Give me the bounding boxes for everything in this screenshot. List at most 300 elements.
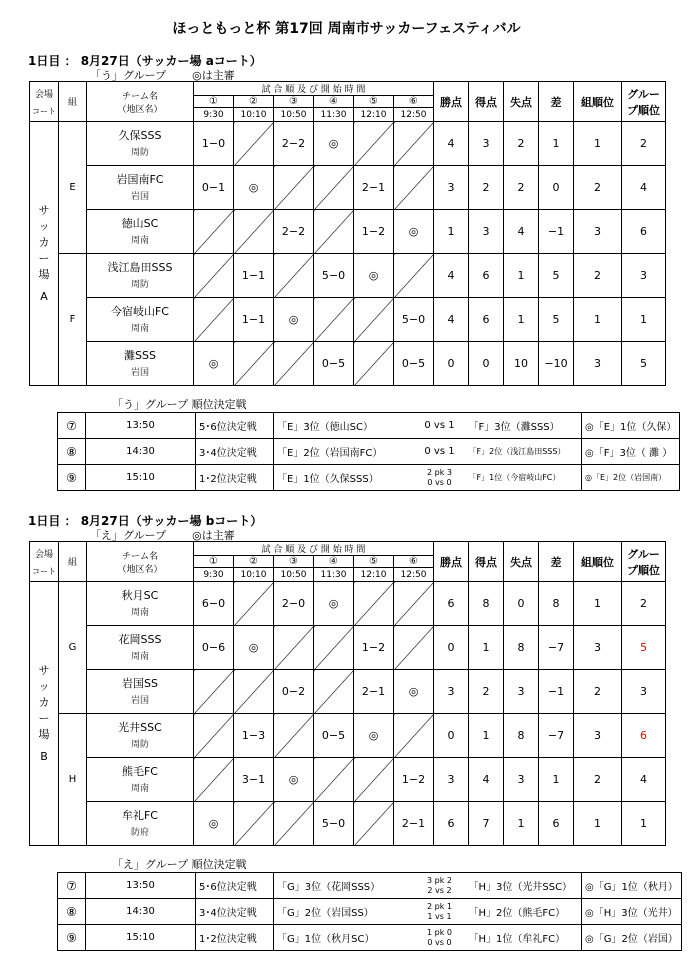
match-cell: 1−2: [354, 210, 394, 254]
match-time: 13:50: [86, 413, 196, 439]
header-overall-rank: グループ順位: [622, 542, 666, 582]
goals-against: 1: [504, 298, 539, 342]
match-cell: ◎: [354, 254, 394, 298]
home-team: 「G」2位（岩国SS）: [274, 899, 414, 925]
match-cell: 2−0: [274, 582, 314, 626]
ranking-table: [57, 412, 680, 491]
venue-char: ー: [38, 251, 50, 265]
match-cell: [274, 342, 314, 386]
home-team: 「G」1位（秋月SC）: [274, 925, 414, 951]
ranking-title: 「え」グループ 順位決定戦: [112, 858, 247, 871]
win-points: 3: [434, 670, 469, 714]
win-points: 0: [434, 626, 469, 670]
slot-time: 11:30: [314, 108, 354, 122]
referee-team: ◎「G」1位（秋月）: [582, 873, 682, 899]
team-name: 岩国南FC: [116, 172, 164, 186]
slot-number: ①: [194, 556, 234, 568]
overall-rank: 5: [622, 342, 666, 386]
match-cell: 0−5: [394, 342, 434, 386]
match-cell: [314, 298, 354, 342]
group-rank: 2: [574, 670, 622, 714]
match-cell: [314, 670, 354, 714]
team-name: 久保SSS: [118, 128, 162, 142]
slot-time: 12:50: [394, 568, 434, 582]
match-cell: ◎: [354, 714, 394, 758]
match-number: ⑧: [58, 899, 86, 925]
team-area: 岩国: [130, 695, 149, 706]
referee-team: ◎「G」2位（岩国）: [582, 925, 682, 951]
referee-note: ◎は主審: [192, 529, 235, 542]
match-cell: [354, 582, 394, 626]
match-cell: 5−0: [394, 298, 434, 342]
slot-number: ④: [314, 96, 354, 108]
section-header: 1日目 ： 8月27日（サッカー場 bコート）: [28, 514, 263, 528]
team-row: [30, 802, 666, 846]
venue-char: サ: [38, 663, 50, 677]
match-cell: [354, 298, 394, 342]
overall-rank: 5: [622, 626, 666, 670]
slot-number: ④: [314, 556, 354, 568]
home-team: 「E」1位（久保SSS）: [274, 465, 414, 491]
match-type: 5･6位決定戦: [196, 413, 274, 439]
team-row: [30, 670, 666, 714]
group-header: 組: [59, 542, 87, 582]
score-text: 1 pk 0 0 vs 0: [427, 927, 452, 947]
slot-number: ⑥: [394, 556, 434, 568]
team-row: [30, 298, 666, 342]
overall-rank: 4: [622, 166, 666, 210]
team-cell: [87, 714, 194, 758]
goal-diff: −7: [539, 626, 574, 670]
match-cell: [234, 210, 274, 254]
slot-number: ②: [234, 556, 274, 568]
header-diff: 差: [539, 82, 574, 122]
group-name: F: [59, 254, 87, 386]
team-name: 熊毛FC: [121, 764, 158, 778]
goal-diff: 0: [539, 166, 574, 210]
header-diff: 差: [539, 542, 574, 582]
away-team: 「H」3位（光井SSC）: [466, 873, 582, 899]
team-row: [30, 758, 666, 802]
match-cell: [394, 254, 434, 298]
goals-for: 0: [469, 342, 504, 386]
venue-char: ッ: [38, 219, 50, 233]
header-group-rank: 組順位: [574, 82, 622, 122]
match-type: 3･4位決定戦: [196, 899, 274, 925]
slot-time: 12:10: [354, 568, 394, 582]
team-cell: [87, 626, 194, 670]
match-cell: [234, 670, 274, 714]
overall-rank: 6: [622, 714, 666, 758]
team-cell: [87, 122, 194, 166]
match-time: 15:10: [86, 465, 196, 491]
win-points: 3: [434, 758, 469, 802]
goals-against: 2: [504, 122, 539, 166]
slot-number: ③: [274, 556, 314, 568]
match-cell: [394, 122, 434, 166]
header-goals-for: 得点: [469, 82, 504, 122]
goals-for: 8: [469, 582, 504, 626]
group-header: 組: [59, 82, 87, 122]
match-number: ⑧: [58, 439, 86, 465]
win-points: 6: [434, 802, 469, 846]
referee-team: ◎「F」3位（ 灘 ）: [582, 439, 680, 465]
match-cell: 2−1: [354, 670, 394, 714]
team-cell: [87, 210, 194, 254]
match-cell: [394, 626, 434, 670]
match-cell: [194, 254, 234, 298]
match-score: [414, 899, 466, 925]
team-name: 今宿岐山FC: [110, 304, 169, 318]
match-type: 3･4位決定戦: [196, 439, 274, 465]
slot-number: ①: [194, 96, 234, 108]
team-area: 周防: [130, 739, 149, 750]
group-rank: 1: [574, 802, 622, 846]
win-points: 4: [434, 254, 469, 298]
ranking-row: [58, 925, 682, 951]
match-type: 1･2位決定戦: [196, 925, 274, 951]
match-time: 14:30: [86, 899, 196, 925]
match-cell: 2−1: [354, 166, 394, 210]
goals-against: 1: [504, 802, 539, 846]
goals-for: 7: [469, 802, 504, 846]
win-points: 6: [434, 582, 469, 626]
referee-team: ◎「E」1位（久保）: [582, 413, 680, 439]
goal-diff: −7: [539, 714, 574, 758]
win-points: 4: [434, 122, 469, 166]
match-cell: 0−1: [194, 166, 234, 210]
group-label: 「え」グループ: [90, 529, 167, 542]
area-label: （地区名）: [117, 104, 163, 115]
team-cell: [87, 166, 194, 210]
team-header: [87, 82, 194, 122]
match-cell: [354, 122, 394, 166]
header-win-pt: 勝点: [434, 82, 469, 122]
away-team: 「F」3位（灘SSS）: [466, 413, 582, 439]
goals-for: 6: [469, 298, 504, 342]
away-team: 「F」1位（今宿岐山FC）: [466, 465, 582, 491]
slot-time: 11:30: [314, 568, 354, 582]
slot-number: ⑥: [394, 96, 434, 108]
slot-time: 10:50: [274, 568, 314, 582]
match-cell: ◎: [394, 210, 434, 254]
match-cell: 2−2: [274, 210, 314, 254]
header-overall-rank: グループ順位: [622, 82, 666, 122]
venue-char: カ: [38, 695, 50, 709]
team-cell: [87, 298, 194, 342]
schedule-header: 試 合 順 及 び 開 始 時 間: [194, 542, 434, 556]
match-cell: [354, 342, 394, 386]
match-cell: [274, 714, 314, 758]
team-name: 浅江島田SSS: [107, 260, 173, 274]
overall-rank: 1: [622, 298, 666, 342]
score-text: 2 pk 1 1 vs 1: [427, 901, 452, 921]
score-text: 0 vs 1: [424, 445, 455, 457]
team-name: 徳山SC: [121, 216, 159, 230]
match-cell: 1−3: [234, 714, 274, 758]
team-name: 岩国SS: [122, 676, 158, 690]
court-label: コート: [32, 566, 56, 576]
overall-rank: 1: [622, 802, 666, 846]
group-name: H: [59, 714, 87, 846]
venue-char: 場: [38, 267, 50, 281]
match-score: [414, 439, 466, 465]
slot-number: ⑤: [354, 556, 394, 568]
score-text: 2 pk 3 0 vs 0: [427, 467, 452, 487]
goal-diff: 5: [539, 254, 574, 298]
header-group-rank: 組順位: [574, 542, 622, 582]
match-cell: [394, 166, 434, 210]
match-number: ⑦: [58, 873, 86, 899]
match-cell: [354, 802, 394, 846]
win-points: 0: [434, 714, 469, 758]
match-cell: 0−5: [314, 714, 354, 758]
venue-header: [30, 542, 59, 582]
team-row: [30, 342, 666, 386]
team-row: [30, 210, 666, 254]
match-type: 1･2位決定戦: [196, 465, 274, 491]
goals-for: 2: [469, 670, 504, 714]
team-area: 周南: [130, 651, 149, 662]
venue-cell: [30, 122, 59, 386]
home-team: 「E」2位（岩国南FC）: [274, 439, 414, 465]
match-cell: ◎: [314, 582, 354, 626]
goals-against: 2: [504, 166, 539, 210]
ranking-row: [58, 899, 682, 925]
ranking-row: [58, 413, 680, 439]
group-rank: 3: [574, 342, 622, 386]
team-label: チーム名: [121, 91, 158, 102]
goal-diff: 6: [539, 802, 574, 846]
score-text: 3 pk 2 2 vs 2: [427, 875, 452, 895]
match-cell: [274, 254, 314, 298]
team-row: [30, 626, 666, 670]
goals-against: 8: [504, 714, 539, 758]
referee-team: ◎「E」2位（岩国南）: [582, 465, 680, 491]
ranking-row: [58, 873, 682, 899]
win-points: 4: [434, 298, 469, 342]
slot-number: ②: [234, 96, 274, 108]
away-team: 「H」2位（熊毛FC）: [466, 899, 582, 925]
slot-time: 12:10: [354, 108, 394, 122]
match-cell: [314, 626, 354, 670]
group-rank: 2: [574, 758, 622, 802]
match-cell: [314, 210, 354, 254]
overall-rank: 3: [622, 670, 666, 714]
goals-against: 4: [504, 210, 539, 254]
match-cell: 6−0: [194, 582, 234, 626]
team-row: [30, 582, 666, 626]
win-points: 3: [434, 166, 469, 210]
ranking-table: [57, 872, 682, 951]
goals-against: 3: [504, 670, 539, 714]
match-number: ⑦: [58, 413, 86, 439]
team-name: 光井SSC: [118, 720, 162, 734]
group-rank: 1: [574, 298, 622, 342]
match-score: [414, 873, 466, 899]
group-rank: 3: [574, 626, 622, 670]
match-cell: [234, 342, 274, 386]
overall-rank: 3: [622, 254, 666, 298]
match-number: ⑨: [58, 465, 86, 491]
goals-against: 10: [504, 342, 539, 386]
group-name: G: [59, 582, 87, 714]
match-cell: ◎: [234, 626, 274, 670]
overall-rank: 2: [622, 582, 666, 626]
venue-label: 会場: [34, 89, 53, 100]
match-cell: [354, 758, 394, 802]
team-row: [30, 166, 666, 210]
group-name: E: [59, 122, 87, 254]
match-cell: 2−2: [274, 122, 314, 166]
slot-time: 12:50: [394, 108, 434, 122]
venue-char: カ: [38, 235, 50, 249]
match-cell: ◎: [274, 298, 314, 342]
match-cell: [234, 122, 274, 166]
overall-rank: 4: [622, 758, 666, 802]
slot-time: 10:10: [234, 108, 274, 122]
team-name: 灘SSS: [124, 348, 156, 362]
match-cell: [314, 166, 354, 210]
match-cell: [274, 626, 314, 670]
match-cell: 1−0: [194, 122, 234, 166]
team-label: チーム名: [121, 551, 158, 562]
team-cell: [87, 254, 194, 298]
group-rank: 2: [574, 166, 622, 210]
goals-for: 1: [469, 714, 504, 758]
match-cell: [394, 714, 434, 758]
match-cell: ◎: [314, 122, 354, 166]
match-time: 14:30: [86, 439, 196, 465]
match-cell: 5−0: [314, 254, 354, 298]
goals-against: 1: [504, 254, 539, 298]
section-header: 1日目 ： 8月27日（サッカー場 aコート）: [28, 54, 262, 68]
group-rank: 2: [574, 254, 622, 298]
slot-time: 10:50: [274, 108, 314, 122]
group-rank: 1: [574, 582, 622, 626]
venue-char: 場: [38, 727, 50, 741]
team-header: [87, 542, 194, 582]
goals-for: 4: [469, 758, 504, 802]
team-area: 周防: [130, 279, 149, 290]
goal-diff: −10: [539, 342, 574, 386]
match-cell: 1−1: [234, 298, 274, 342]
team-row: [30, 254, 666, 298]
team-name: 花岡SSS: [118, 632, 162, 646]
venue-char: ッ: [38, 679, 50, 693]
match-cell: 2−1: [394, 802, 434, 846]
team-cell: [87, 582, 194, 626]
schedule-header: 試 合 順 及 び 開 始 時 間: [194, 82, 434, 96]
home-team: 「E」3位（徳山SC）: [274, 413, 414, 439]
slot-time: 10:10: [234, 568, 274, 582]
header-goals-against: 失点: [504, 542, 539, 582]
match-cell: 5−0: [314, 802, 354, 846]
match-cell: [394, 582, 434, 626]
team-cell: [87, 802, 194, 846]
goal-diff: 1: [539, 122, 574, 166]
slot-number: ⑤: [354, 96, 394, 108]
team-cell: [87, 670, 194, 714]
court-label: コート: [32, 106, 56, 116]
team-name: 牟礼FC: [121, 808, 158, 822]
match-cell: [234, 802, 274, 846]
team-area: 周南: [130, 783, 149, 794]
match-cell: [194, 210, 234, 254]
team-area: 岩国: [130, 191, 149, 202]
overall-rank: 6: [622, 210, 666, 254]
match-cell: ◎: [194, 342, 234, 386]
match-cell: 1−2: [354, 626, 394, 670]
ranking-title: 「う」グループ 順位決定戦: [112, 398, 247, 411]
goals-for: 6: [469, 254, 504, 298]
team-area: 周南: [130, 323, 149, 334]
goal-diff: 1: [539, 758, 574, 802]
score-text: 0 vs 1: [424, 419, 455, 431]
goals-for: 1: [469, 626, 504, 670]
match-cell: [314, 758, 354, 802]
match-cell: [194, 670, 234, 714]
goal-diff: −1: [539, 670, 574, 714]
match-time: 13:50: [86, 873, 196, 899]
ranking-row: [58, 465, 680, 491]
match-score: [414, 465, 466, 491]
venue-label: 会場: [34, 549, 53, 560]
header-goals-for: 得点: [469, 542, 504, 582]
standings-table: [29, 541, 666, 846]
venue-char: サ: [38, 203, 50, 217]
venue-char: A: [40, 289, 48, 303]
team-cell: [87, 342, 194, 386]
goal-diff: 8: [539, 582, 574, 626]
referee-note: ◎は主審: [192, 69, 235, 82]
team-row: [30, 122, 666, 166]
match-cell: [194, 758, 234, 802]
standings-table: [29, 81, 666, 386]
match-cell: 0−5: [314, 342, 354, 386]
header-win-pt: 勝点: [434, 542, 469, 582]
overall-rank: 2: [622, 122, 666, 166]
goals-against: 8: [504, 626, 539, 670]
match-cell: 0−2: [274, 670, 314, 714]
goals-for: 3: [469, 122, 504, 166]
match-cell: ◎: [274, 758, 314, 802]
area-label: （地区名）: [117, 564, 163, 575]
group-rank: 3: [574, 714, 622, 758]
match-cell: [274, 802, 314, 846]
match-type: 5･6位決定戦: [196, 873, 274, 899]
venue-cell: [30, 582, 59, 846]
match-number: ⑨: [58, 925, 86, 951]
match-cell: ◎: [234, 166, 274, 210]
match-cell: 1−1: [234, 254, 274, 298]
header-goals-against: 失点: [504, 82, 539, 122]
match-cell: 0−6: [194, 626, 234, 670]
goals-against: 0: [504, 582, 539, 626]
away-team: 「F」2位（浅江島田SSS）: [466, 439, 582, 465]
team-area: 周南: [130, 607, 149, 618]
team-area: 周防: [130, 147, 149, 158]
team-row: [30, 714, 666, 758]
slot-time: 9:30: [194, 568, 234, 582]
goals-for: 2: [469, 166, 504, 210]
group-label: 「う」グループ: [90, 69, 167, 82]
away-team: 「H」1位（牟礼FC）: [466, 925, 582, 951]
match-score: [414, 413, 466, 439]
ranking-row: [58, 439, 680, 465]
home-team: 「G」3位（花岡SSS）: [274, 873, 414, 899]
referee-team: ◎「H」3位（光井）: [582, 899, 682, 925]
